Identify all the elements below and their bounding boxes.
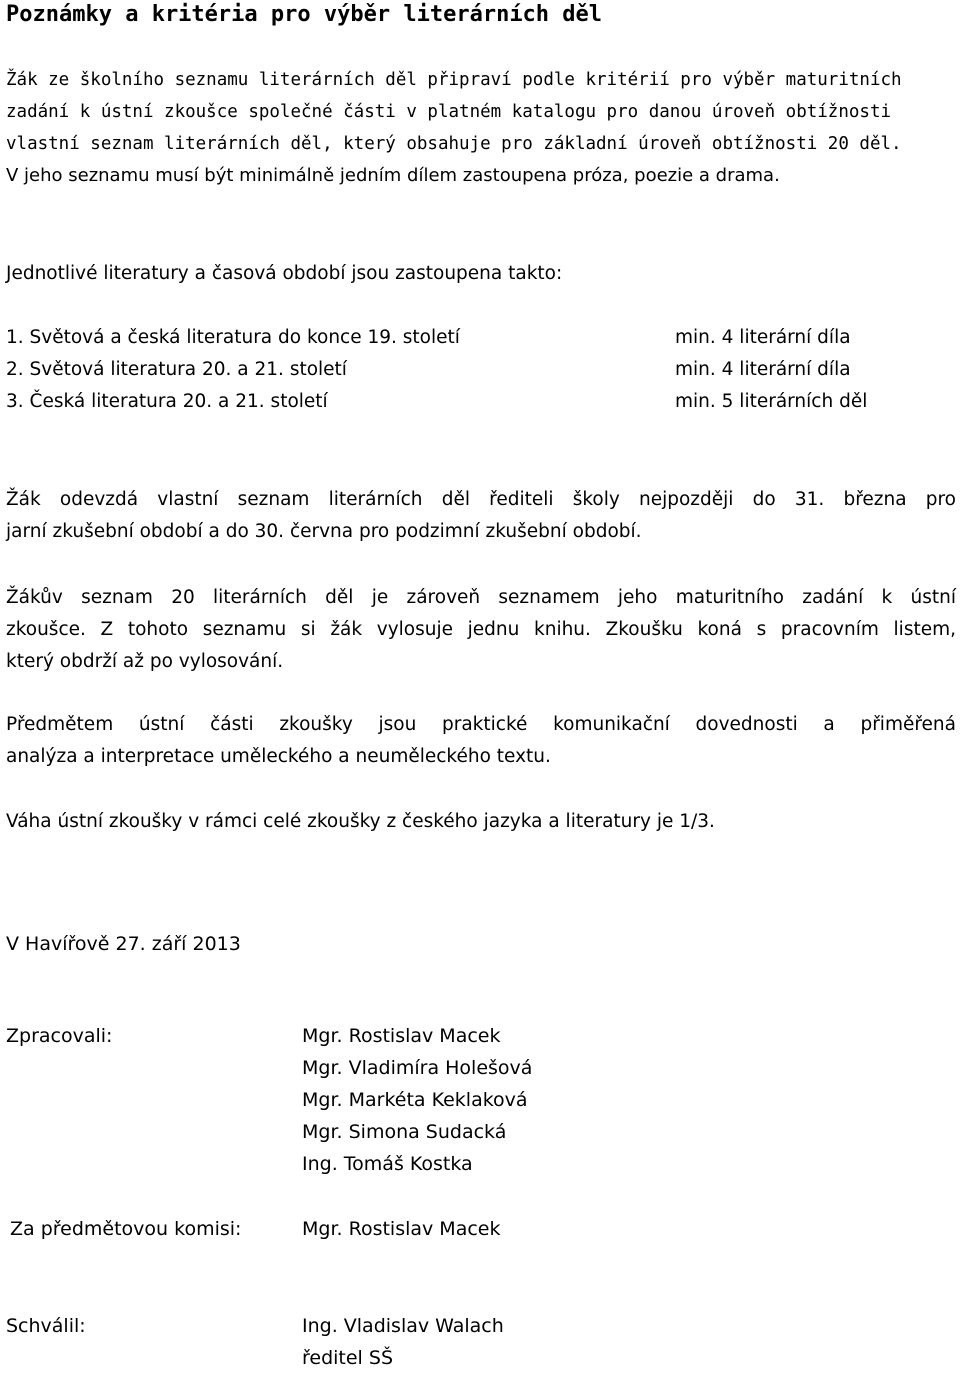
intro-paragraph [6, 64, 956, 192]
period-name: 3. Česká literatura 20. a 21. století [6, 391, 328, 412]
subject-line-2: analýza a interpretace uměleckého a neuměleckého textu. [6, 746, 551, 767]
prepared-name: Mgr. Rostislav Macek [302, 1025, 501, 1047]
intro-line-3: vlastní seznam literárních děl, který obsahuje pro základní úroveň obtížnosti 20 děl. [6, 134, 902, 154]
committee-label: Za předmětovou komisi: [10, 1218, 242, 1240]
deadline-line-1: Žák odevzdá vlastní seznam literárních děl řediteli školy nejpozději do 31. března pro [6, 489, 956, 510]
period-minimum: min. 4 literární díla [675, 359, 851, 380]
document-title: Poznámky a kritéria pro výběr literárních děl [6, 2, 603, 27]
intro-line-4: V jeho seznamu musí být minimálně jedním dílem zastoupena próza, poezie a drama. [6, 165, 780, 186]
prepared-label: Zpracovali: [6, 1025, 113, 1047]
periods-list [6, 322, 956, 418]
period-row [6, 386, 956, 418]
list-line-1: Žákův seznam 20 literárních děl je zároveň seznamem jeho maturitního zadání k ústní [6, 587, 956, 608]
prepared-name: Mgr. Markéta Keklaková [302, 1089, 528, 1111]
period-name: 1. Světová a česká literatura do konce 19. století [6, 327, 460, 348]
period-row [6, 354, 956, 386]
committee-name: Mgr. Rostislav Macek [302, 1218, 501, 1240]
approved-role: ředitel SŠ [302, 1347, 394, 1369]
prepared-name: Mgr. Vladimíra Holešová [302, 1057, 533, 1079]
intro-line-1: Žák ze školního seznamu literárních děl připraví podle kritérií pro výběr maturitních [6, 70, 902, 90]
approved-block [302, 1310, 504, 1374]
prepared-names [302, 1020, 532, 1180]
list-paragraph [6, 582, 956, 678]
period-minimum: min. 4 literární díla [675, 327, 851, 348]
approved-name: Ing. Vladislav Walach [302, 1315, 504, 1337]
approved-label: Schválil: [6, 1315, 86, 1337]
weight-paragraph: Váha ústní zkoušky v rámci celé zkoušky z českého jazyka a literatury je 1/3. [6, 811, 715, 832]
list-line-3: který obdrží až po vylosování. [6, 651, 284, 672]
period-name: 2. Světová literatura 20. a 21. století [6, 359, 347, 380]
prepared-name: Ing. Tomáš Kostka [302, 1153, 473, 1175]
subject-paragraph [6, 709, 956, 773]
intro-line-2: zadání k ústní zkoušce společné části v platném katalogu pro danou úroveň obtížnosti [6, 102, 892, 122]
prepared-name: Mgr. Simona Sudacká [302, 1121, 507, 1143]
list-line-2: zkoušce. Z tohoto seznamu si žák vylosuje jednu knihu. Zkoušku koná s pracovním listem, [6, 619, 956, 640]
subject-line-1: Předmětem ústní části zkoušky jsou praktické komunikační dovednosti a přiměřená [6, 714, 956, 735]
period-row [6, 322, 956, 354]
place-date: V Havířově 27. září 2013 [6, 933, 241, 955]
deadline-paragraph [6, 484, 956, 548]
period-minimum: min. 5 literárních děl [675, 391, 868, 412]
periods-heading: Jednotlivé literatury a časová období jsou zastoupena takto: [6, 263, 563, 284]
deadline-line-2: jarní zkušební období a do 30. června pro podzimní zkušební období. [6, 521, 642, 542]
